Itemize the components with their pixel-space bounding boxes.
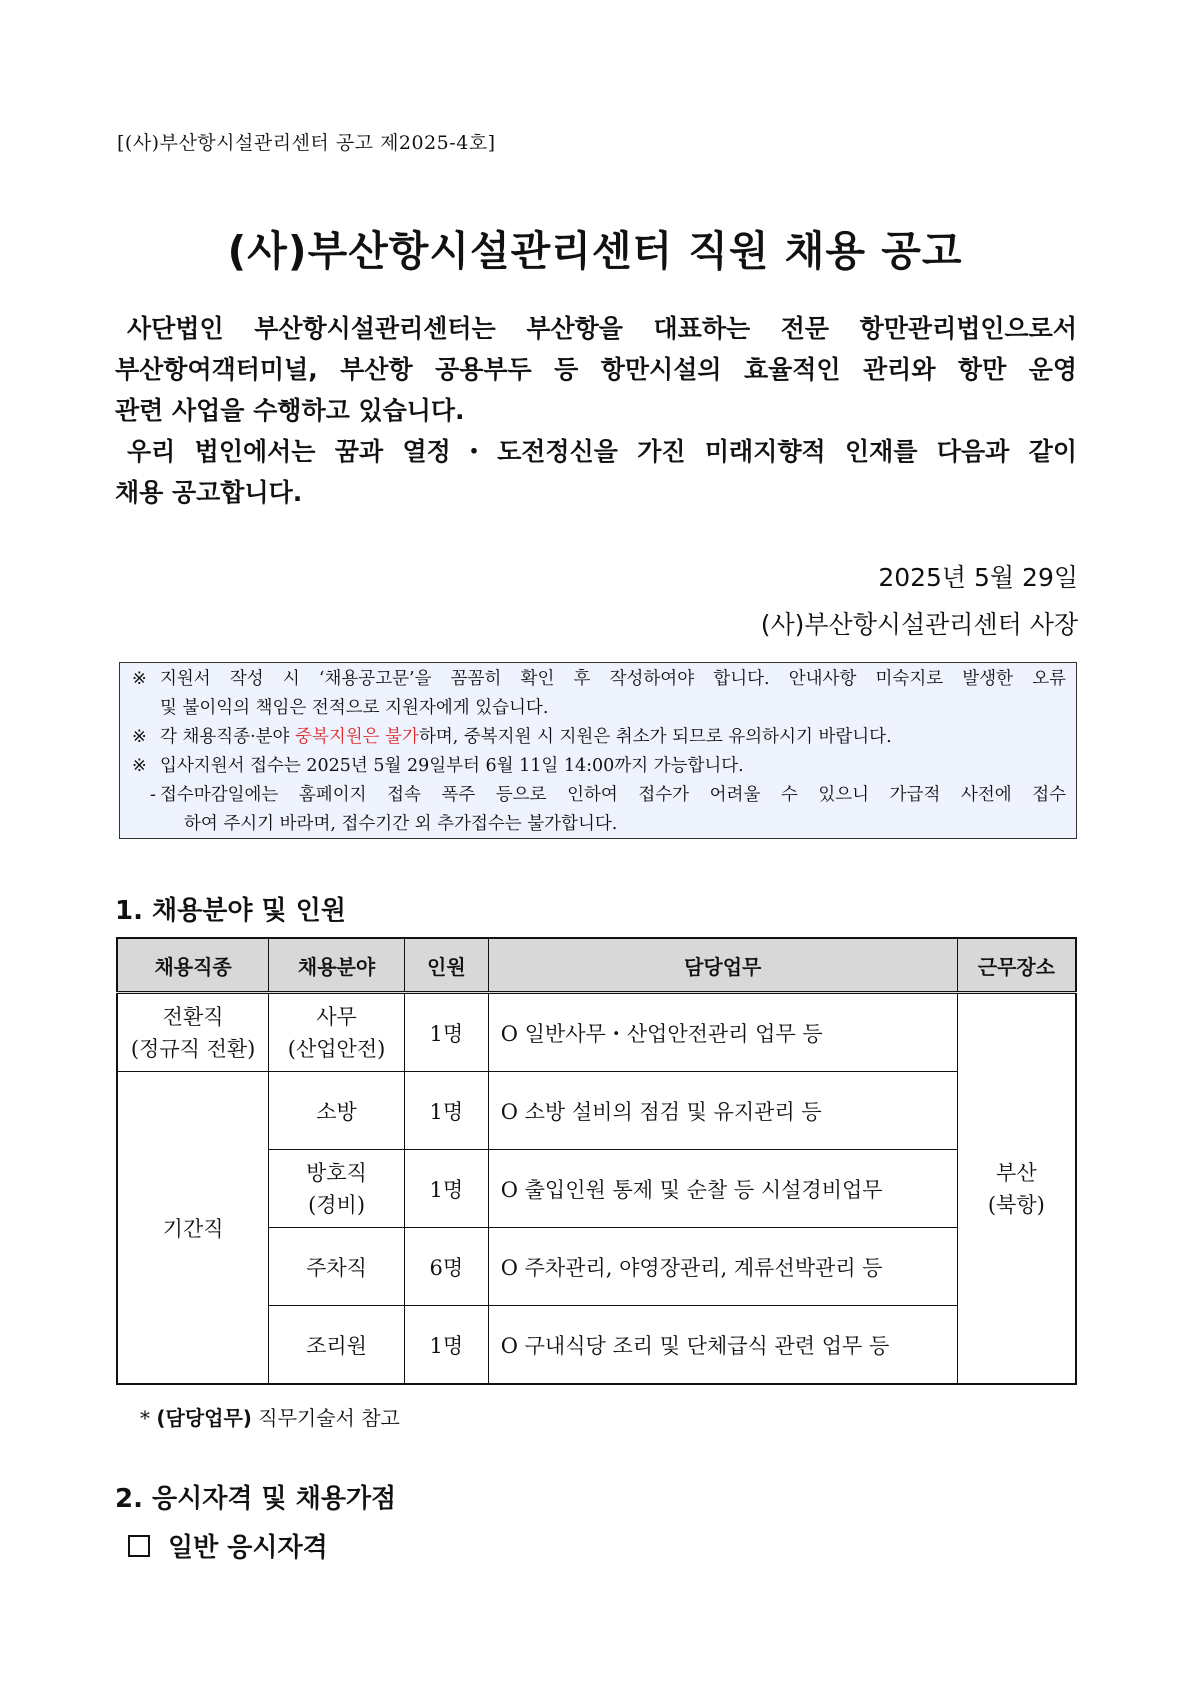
cell-headcount: 1명 <box>404 1306 488 1385</box>
intro-p2-line1: 우리 법인에서는 꿈과 열정・도전정신을 가진 미래지향적 인재를 다음과 같이 <box>127 437 1077 466</box>
intro-p1-line1: 사단법인 부산항시설관리센터는 부산항을 대표하는 전문 항만관리법인으로서 <box>127 314 1077 343</box>
location-line1: 부산 <box>996 1160 1037 1185</box>
page-title: (사)부산항시설관리센터 직원 채용 공고 <box>227 227 963 275</box>
table-row <box>117 993 1076 1072</box>
notice-date: 2025년 5월 29일 <box>878 563 1078 592</box>
notice-issuer: (사)부산항시설관리센터 사장 <box>760 610 1078 639</box>
intro-p1-line3: 관련 사업을 수행하고 있습니다. <box>115 396 465 425</box>
table-footnote <box>140 1402 400 1431</box>
cell-job-type: 기간직 <box>117 1072 269 1385</box>
cell-job-type <box>117 993 269 1072</box>
table-row <box>117 1072 1076 1150</box>
job-field-line1: 방호직 <box>306 1160 367 1185</box>
cell-job-field: 소방 <box>269 1072 405 1150</box>
notice-item-2-suffix: 하며, 중복지원 시 지원은 취소가 되므로 유의하시기 바랍니다. <box>418 727 892 747</box>
header-duties: 담당업무 <box>488 938 957 993</box>
notice-item-3 <box>132 752 1066 781</box>
dash-mark: - <box>150 785 156 805</box>
job-type-line1: 전환직 <box>162 1004 224 1029</box>
footnote-text: 직무기술서 참고 <box>251 1406 400 1430</box>
reference-mark: ※ <box>132 756 147 776</box>
cell-duties: O 주차관리, 야영장관리, 계류선박관리 등 <box>488 1228 957 1306</box>
cell-headcount: 6명 <box>404 1228 488 1306</box>
notice-item-2-prefix: 각 채용직종·분야 <box>160 727 296 747</box>
notice-item-1-line2: 및 불이익의 책임은 전적으로 지원자에게 있습니다. <box>160 698 549 718</box>
notice-item-3-text: 입사지원서 접수는 2025년 5월 29일부터 6월 11일 14:00까지 가능합니다. <box>160 756 744 776</box>
table-header-row <box>117 938 1076 993</box>
job-field-line1: 사무 <box>316 1004 357 1029</box>
notice-number: [(사)부산항시설관리센터 공고 제2025-4호] <box>117 132 496 154</box>
cell-duties: O 소방 설비의 점검 및 유지관리 등 <box>488 1072 957 1150</box>
header-headcount: 인원 <box>404 938 488 993</box>
location-line2: (북항) <box>987 1192 1045 1217</box>
job-field-line2: (경비) <box>308 1192 366 1217</box>
reference-mark: ※ <box>132 727 147 747</box>
header-job-type: 채용직종 <box>117 938 269 993</box>
cell-headcount: 1명 <box>404 1072 488 1150</box>
reference-mark: ※ <box>132 669 147 689</box>
cell-duties: O 출입인원 통제 및 순찰 등 시설경비업무 <box>488 1150 957 1228</box>
notice-item-3-sub <box>132 781 1066 839</box>
cell-location <box>957 993 1076 1385</box>
checkbox-icon <box>128 1535 150 1557</box>
cell-job-field <box>269 993 405 1072</box>
notice-item-1-line1: 지원서 작성 시 ‘채용공고문’을 꼼꼼히 확인 후 작성하여야 합니다. 안내사항 미숙지로 발생한 오류 <box>160 669 1066 689</box>
recruitment-table <box>116 937 1077 1385</box>
cell-duties: O 구내식당 조리 및 단체급식 관련 업무 등 <box>488 1306 957 1385</box>
cell-duties: O 일반사무・산업안전관리 업무 등 <box>488 993 957 1072</box>
footnote-bold: (담당업무) <box>156 1406 252 1430</box>
cell-job-field <box>269 1150 405 1228</box>
intro-text <box>115 308 1077 513</box>
cell-job-field: 주차직 <box>269 1228 405 1306</box>
notice-item-1 <box>132 665 1066 723</box>
job-type-line2: (정규직 전환) <box>130 1036 256 1061</box>
notice-box <box>119 662 1077 839</box>
header-job-field: 채용분야 <box>269 938 405 993</box>
notice-item-2 <box>132 723 1066 752</box>
notice-item-3-sub-line1: 접수마감일에는 홈페이지 접속 폭주 등으로 인하여 접수가 어려울 수 있으니 가급적 사전에 접수 <box>160 785 1066 805</box>
section-2-heading: 2. 응시자격 및 채용가점 <box>115 1484 397 1514</box>
cell-headcount: 1명 <box>404 1150 488 1228</box>
intro-p1-line2: 부산항여객터미널, 부산항 공용부두 등 항만시설의 효율적인 관리와 항만 운영 <box>115 355 1077 384</box>
notice-item-2-warning: 중복지원은 불가 <box>295 727 419 747</box>
job-field-line2: (산업안전) <box>287 1036 386 1061</box>
intro-p2-line2: 채용 공고합니다. <box>115 478 303 507</box>
cell-job-field: 조리원 <box>269 1306 405 1385</box>
subheading-text: 일반 응시자격 <box>168 1533 328 1563</box>
cell-headcount: 1명 <box>404 993 488 1072</box>
section-1-heading: 1. 채용분야 및 인원 <box>115 896 346 926</box>
header-location: 근무장소 <box>957 938 1076 993</box>
notice-item-3-sub-line2: 하여 주시기 바라며, 접수기간 외 추가접수는 불가합니다. <box>184 814 618 834</box>
footnote-mark: * <box>140 1406 157 1430</box>
section-2-subheading <box>128 1527 328 1564</box>
